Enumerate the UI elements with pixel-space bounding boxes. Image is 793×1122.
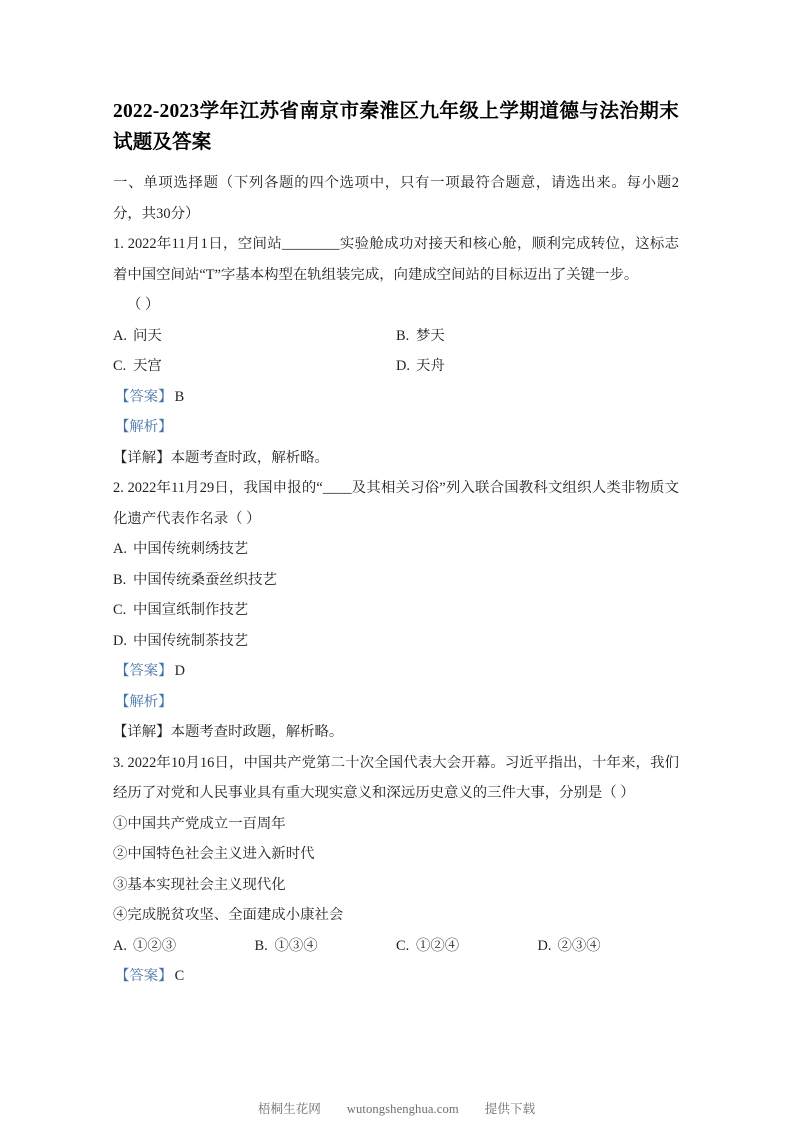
option-letter: C. [113,358,127,374]
option-a[interactable] [113,534,679,565]
option-letter: B. [396,327,410,344]
option-text: 问天 [133,327,162,344]
analysis-tag: 【解析】 [115,693,173,710]
statement-item: ①中国共产党成立一百周年 [113,815,286,832]
question-stem: 1. 2022年11月1日，空间站________实验舱成功对接天和核心舱，顺利完成转位，这标志着中国空间站“T”字基本构型在轨组装完成，向建成空间站的目标迈出了关键一步。 [113,236,679,283]
option-row [113,351,679,382]
analysis-line [113,687,679,718]
answer-value: D [174,663,185,679]
option-letter: A. [113,937,127,954]
analysis-tag: 【解析】 [115,419,173,435]
option-letter: C. [396,937,410,954]
option-text: ①②③ [133,937,177,954]
detail-line [113,443,679,474]
answer-tag: 【答案】 [115,663,173,679]
option-text: 中国传统刺绣技艺 [133,541,249,557]
answer-line [113,382,679,413]
option-text: ①②④ [416,937,460,954]
option-letter: D. [113,632,127,649]
footer-url: wutongshenghua.com [346,1102,459,1116]
answer-line [113,961,679,992]
footer-suffix: 提供下载 [484,1102,536,1116]
answer-tag: 【答案】 [115,388,173,405]
answer-tag: 【答案】 [115,968,173,984]
footer-watermark [0,1101,793,1117]
detail-tag: 【详解】 [113,724,171,740]
option-c[interactable] [113,351,396,382]
option-c[interactable] [396,931,538,962]
option-letter: A. [113,541,127,557]
question-stem: 3. 2022年10月16日，中国共产党第二十次全国代表大会开幕。习近平指出，十年来，我们经历了对党和人民事业具有重大现实意义和深远历史意义的三件大事，分别是（ ） [113,754,679,801]
option-b[interactable] [396,321,679,352]
question-stem: 2. 2022年11月29日，我国申报的“____及其相关习俗”列入联合国教科文组织人类非物质文化遗产代表作名录（ ） [113,480,679,527]
statement-item: ④完成脱贫攻坚、全面建成小康社会 [113,907,344,923]
option-b[interactable] [255,931,397,962]
statement-item: ②中国特色社会主义进入新时代 [113,846,315,862]
statement-item: ③基本实现社会主义现代化 [113,876,286,893]
option-row [113,321,679,352]
option-a[interactable] [113,931,255,962]
option-text: 梦天 [416,327,445,344]
option-d[interactable] [538,931,680,962]
option-letter: D. [396,358,410,374]
option-d[interactable] [113,626,679,657]
option-letter: C. [113,602,127,618]
option-text: 中国传统桑蚕丝织技艺 [133,571,277,588]
document-body [113,96,679,992]
answer-line [113,656,679,687]
option-d[interactable] [396,351,679,382]
detail-line [113,717,679,748]
option-letter: B. [113,571,127,588]
detail-tag: 【详解】 [113,449,171,466]
option-text: 天宫 [133,358,162,374]
option-c[interactable] [113,595,679,626]
section-header: 一、单项选择题（下列各题的四个选项中，只有一项最符合题意，请选出来。每小题2分，共30分） [113,175,679,222]
option-letter: B. [254,937,268,954]
option-letter: D. [537,937,552,954]
answer-value: C [174,968,185,984]
option-a[interactable] [113,321,396,352]
option-b[interactable] [113,565,679,596]
detail-text: 本题考查时政题，解析略。 [170,724,344,740]
detail-text: 本题考查时政，解析略。 [170,449,329,466]
option-text: ②③④ [557,937,601,954]
footer-site-name: 梧桐生花网 [257,1102,321,1116]
option-text: 中国传统制茶技艺 [133,632,249,649]
question-answer-bracket: （ ） [127,297,160,313]
option-text: 中国宣纸制作技艺 [133,602,249,618]
page-title: 2022-2023学年江苏省南京市秦淮区九年级上学期道德与法治期末试题及答案 [113,101,679,153]
option-letter: A. [113,327,127,344]
option-text: ①③④ [274,937,318,954]
option-text: 天舟 [416,358,445,374]
analysis-line [113,412,679,443]
option-row [113,931,679,962]
answer-value: B [174,388,185,405]
